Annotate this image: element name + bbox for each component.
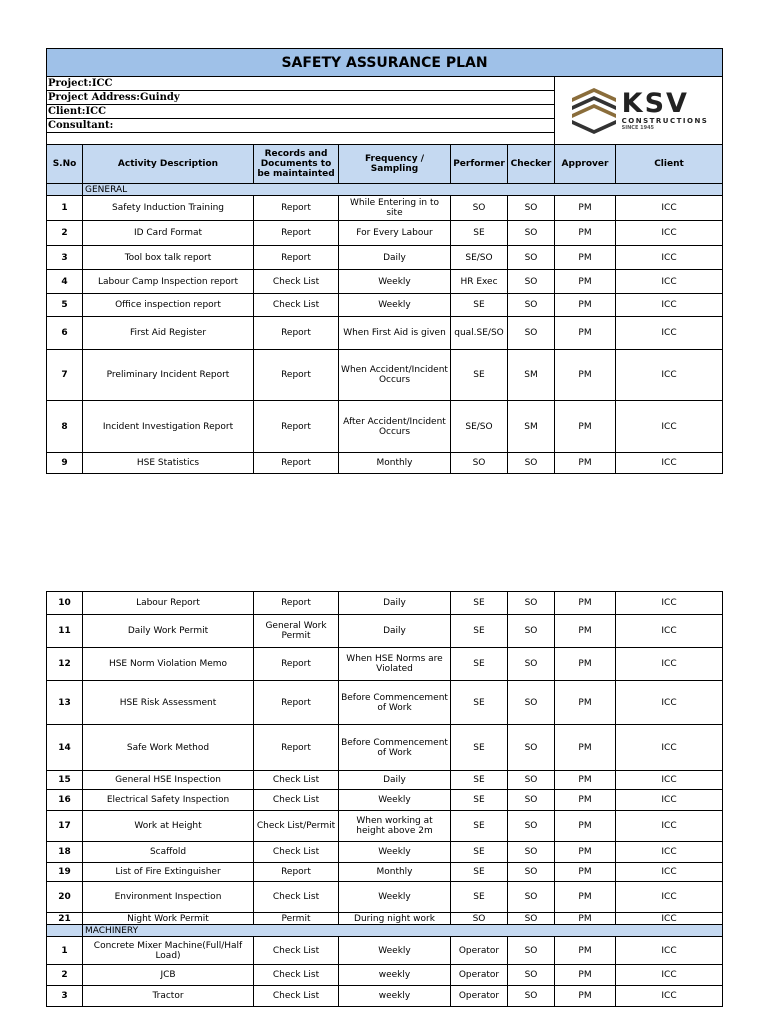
cell-sno: 1 <box>47 196 83 221</box>
cell-approver: PM <box>555 350 616 401</box>
cell-activity: HSE Risk Assessment <box>83 681 254 725</box>
cell-performer: Operator <box>451 965 508 986</box>
section-spacer <box>47 925 83 937</box>
cell-sno: 19 <box>47 863 83 882</box>
cell-records: Report <box>254 246 339 270</box>
cell-performer: SE <box>451 681 508 725</box>
cell-approver: PM <box>555 965 616 986</box>
cell-approver: PM <box>555 681 616 725</box>
table-row <box>47 401 723 453</box>
table-row <box>47 648 723 681</box>
cell-client: ICC <box>616 648 723 681</box>
cell-frequency: While Entering in to site <box>339 196 451 221</box>
cell-sno: 15 <box>47 771 83 790</box>
cell-performer: SE/SO <box>451 401 508 453</box>
cell-performer: HR Exec <box>451 270 508 294</box>
cell-checker: SM <box>508 350 555 401</box>
table-row <box>47 270 723 294</box>
cell-checker: SO <box>508 790 555 811</box>
cell-client: ICC <box>616 937 723 965</box>
cell-checker: SO <box>508 863 555 882</box>
cell-approver: PM <box>555 592 616 615</box>
table-row <box>47 592 723 615</box>
cell-records: Check List <box>254 986 339 1007</box>
cell-sno: 8 <box>47 401 83 453</box>
cell-checker: SO <box>508 317 555 350</box>
cell-frequency: During night work <box>339 913 451 925</box>
cell-frequency: When HSE Norms are Violated <box>339 648 451 681</box>
cell-frequency: Weekly <box>339 294 451 317</box>
project-client: Client:ICC <box>47 105 555 119</box>
col-header-client: Client <box>616 145 723 184</box>
cell-client: ICC <box>616 681 723 725</box>
cell-sno: 9 <box>47 453 83 474</box>
table-row <box>47 811 723 842</box>
cell-sno: 16 <box>47 790 83 811</box>
cell-approver: PM <box>555 913 616 925</box>
cell-client: ICC <box>616 270 723 294</box>
cell-sno: 3 <box>47 986 83 1007</box>
col-header-activity: Activity Description <box>83 145 254 184</box>
cell-records: Report <box>254 681 339 725</box>
safety-plan-table-2 <box>46 591 723 1007</box>
cell-sno: 1 <box>47 937 83 965</box>
cell-performer: Operator <box>451 986 508 1007</box>
cell-activity: Tractor <box>83 986 254 1007</box>
cell-client: ICC <box>616 615 723 648</box>
cell-records: Report <box>254 453 339 474</box>
cell-performer: SE <box>451 842 508 863</box>
col-header-sno: S.No <box>47 145 83 184</box>
section-general: GENERAL <box>83 184 723 196</box>
section-machinery: MACHINERY <box>83 925 723 937</box>
cell-checker: SO <box>508 965 555 986</box>
table-row <box>47 317 723 350</box>
cell-frequency: Monthly <box>339 863 451 882</box>
cell-records: Report <box>254 725 339 771</box>
cell-checker: SO <box>508 937 555 965</box>
cell-records: Report <box>254 648 339 681</box>
col-header-approver: Approver <box>555 145 616 184</box>
cell-checker: SO <box>508 986 555 1007</box>
cell-frequency: Weekly <box>339 790 451 811</box>
chevron-stack-icon <box>570 86 618 136</box>
cell-client: ICC <box>616 965 723 986</box>
col-header-checker: Checker <box>508 145 555 184</box>
logo-since: SINCE 1945 <box>621 125 655 131</box>
cell-sno: 12 <box>47 648 83 681</box>
cell-client: ICC <box>616 913 723 925</box>
project-name: Project:ICC <box>47 77 555 91</box>
cell-approver: PM <box>555 221 616 246</box>
cell-client: ICC <box>616 592 723 615</box>
cell-performer: SE <box>451 615 508 648</box>
cell-approver: PM <box>555 882 616 913</box>
cell-frequency: Weekly <box>339 270 451 294</box>
general-rows-continued <box>47 592 723 925</box>
cell-approver: PM <box>555 790 616 811</box>
cell-client: ICC <box>616 790 723 811</box>
cell-records: Check List <box>254 937 339 965</box>
cell-performer: SE <box>451 771 508 790</box>
cell-activity: Environment Inspection <box>83 882 254 913</box>
document-title: SAFETY ASSURANCE PLAN <box>47 49 723 77</box>
cell-activity: Work at Height <box>83 811 254 842</box>
cell-performer: SE <box>451 221 508 246</box>
cell-frequency: Weekly <box>339 937 451 965</box>
cell-activity: Safety Induction Training <box>83 196 254 221</box>
logo-subtitle: CONSTRUCTIONS <box>621 117 709 125</box>
cell-sno: 4 <box>47 270 83 294</box>
col-header-frequency: Frequency / Sampling <box>339 145 451 184</box>
cell-checker: SO <box>508 592 555 615</box>
table-row <box>47 615 723 648</box>
cell-performer: SO <box>451 453 508 474</box>
cell-sno: 7 <box>47 350 83 401</box>
cell-frequency: When Accident/Incident Occurs <box>339 350 451 401</box>
cell-records: Check List <box>254 790 339 811</box>
cell-activity: Office inspection report <box>83 294 254 317</box>
cell-frequency: Daily <box>339 246 451 270</box>
cell-frequency: When working at height above 2m <box>339 811 451 842</box>
cell-checker: SO <box>508 913 555 925</box>
cell-performer: SE <box>451 790 508 811</box>
cell-records: Check List/Permit <box>254 811 339 842</box>
cell-checker: SO <box>508 615 555 648</box>
cell-sno: 18 <box>47 842 83 863</box>
cell-approver: PM <box>555 453 616 474</box>
cell-records: General Work Permit <box>254 615 339 648</box>
table-row <box>47 882 723 913</box>
section-spacer <box>47 184 83 196</box>
cell-records: Report <box>254 350 339 401</box>
cell-records: Report <box>254 317 339 350</box>
cell-performer: SO <box>451 913 508 925</box>
cell-performer: SE <box>451 648 508 681</box>
cell-approver: PM <box>555 986 616 1007</box>
cell-client: ICC <box>616 401 723 453</box>
cell-client: ICC <box>616 294 723 317</box>
cell-activity: General HSE Inspection <box>83 771 254 790</box>
cell-approver: PM <box>555 937 616 965</box>
blank-info-row <box>47 133 555 145</box>
cell-activity: Labour Camp Inspection report <box>83 270 254 294</box>
cell-activity: Daily Work Permit <box>83 615 254 648</box>
cell-activity: Concrete Mixer Machine(Full/Half Load) <box>83 937 254 965</box>
cell-records: Report <box>254 221 339 246</box>
cell-performer: Operator <box>451 937 508 965</box>
cell-checker: SM <box>508 401 555 453</box>
table-row <box>47 725 723 771</box>
cell-performer: SE <box>451 882 508 913</box>
cell-sno: 10 <box>47 592 83 615</box>
cell-client: ICC <box>616 882 723 913</box>
table-row <box>47 986 723 1007</box>
cell-checker: SO <box>508 453 555 474</box>
column-header-row <box>47 145 723 184</box>
cell-activity: Preliminary Incident Report <box>83 350 254 401</box>
cell-activity: JCB <box>83 965 254 986</box>
col-header-performer: Performer <box>451 145 508 184</box>
machinery-rows <box>47 937 723 1007</box>
cell-sno: 21 <box>47 913 83 925</box>
company-logo <box>555 77 723 145</box>
project-address: Project Address:Guindy <box>47 91 555 105</box>
table-row <box>47 937 723 965</box>
cell-sno: 20 <box>47 882 83 913</box>
table-row <box>47 842 723 863</box>
cell-approver: PM <box>555 648 616 681</box>
cell-performer: SE <box>451 592 508 615</box>
cell-approver: PM <box>555 771 616 790</box>
cell-approver: PM <box>555 615 616 648</box>
cell-performer: SE <box>451 294 508 317</box>
cell-records: Check List <box>254 882 339 913</box>
cell-checker: SO <box>508 882 555 913</box>
cell-activity: HSE Norm Violation Memo <box>83 648 254 681</box>
cell-frequency: weekly <box>339 986 451 1007</box>
general-rows <box>47 196 723 474</box>
cell-client: ICC <box>616 725 723 771</box>
cell-sno: 11 <box>47 615 83 648</box>
cell-sno: 14 <box>47 725 83 771</box>
cell-records: Check List <box>254 294 339 317</box>
cell-checker: SO <box>508 270 555 294</box>
table-row <box>47 246 723 270</box>
logo-name: KSV <box>621 88 689 119</box>
cell-performer: qual.SE/SO <box>451 317 508 350</box>
cell-client: ICC <box>616 246 723 270</box>
cell-records: Report <box>254 863 339 882</box>
cell-activity: HSE Statistics <box>83 453 254 474</box>
cell-performer: SE <box>451 863 508 882</box>
cell-frequency: Daily <box>339 592 451 615</box>
cell-checker: SO <box>508 648 555 681</box>
cell-client: ICC <box>616 317 723 350</box>
cell-activity: Electrical Safety Inspection <box>83 790 254 811</box>
cell-sno: 17 <box>47 811 83 842</box>
cell-client: ICC <box>616 771 723 790</box>
cell-records: Report <box>254 592 339 615</box>
cell-performer: SO <box>451 196 508 221</box>
cell-checker: SO <box>508 196 555 221</box>
table-row <box>47 196 723 221</box>
cell-client: ICC <box>616 863 723 882</box>
cell-activity: Tool box talk report <box>83 246 254 270</box>
cell-activity: Safe Work Method <box>83 725 254 771</box>
table-row <box>47 453 723 474</box>
cell-approver: PM <box>555 317 616 350</box>
cell-client: ICC <box>616 986 723 1007</box>
cell-performer: SE/SO <box>451 246 508 270</box>
cell-frequency: Before Commencement of Work <box>339 725 451 771</box>
cell-frequency: When First Aid is given <box>339 317 451 350</box>
cell-records: Report <box>254 196 339 221</box>
cell-checker: SO <box>508 221 555 246</box>
cell-client: ICC <box>616 453 723 474</box>
cell-records: Check List <box>254 842 339 863</box>
cell-frequency: Weekly <box>339 842 451 863</box>
table-row <box>47 350 723 401</box>
cell-approver: PM <box>555 842 616 863</box>
col-header-records: Records and Documents to be maintainted <box>254 145 339 184</box>
cell-checker: SO <box>508 811 555 842</box>
cell-activity: List of Fire Extinguisher <box>83 863 254 882</box>
cell-sno: 2 <box>47 965 83 986</box>
cell-approver: PM <box>555 270 616 294</box>
cell-client: ICC <box>616 196 723 221</box>
cell-approver: PM <box>555 246 616 270</box>
cell-frequency: After Accident/Incident Occurs <box>339 401 451 453</box>
cell-records: Report <box>254 401 339 453</box>
cell-performer: SE <box>451 725 508 771</box>
cell-checker: SO <box>508 842 555 863</box>
cell-sno: 3 <box>47 246 83 270</box>
cell-frequency: Before Commencement of Work <box>339 681 451 725</box>
cell-client: ICC <box>616 811 723 842</box>
cell-records: Check List <box>254 270 339 294</box>
cell-checker: SO <box>508 294 555 317</box>
cell-client: ICC <box>616 842 723 863</box>
cell-approver: PM <box>555 725 616 771</box>
cell-records: Check List <box>254 965 339 986</box>
cell-approver: PM <box>555 811 616 842</box>
cell-activity: Scaffold <box>83 842 254 863</box>
cell-sno: 5 <box>47 294 83 317</box>
cell-sno: 2 <box>47 221 83 246</box>
cell-frequency: For Every Labour <box>339 221 451 246</box>
cell-approver: PM <box>555 196 616 221</box>
cell-frequency: weekly <box>339 965 451 986</box>
table-row <box>47 863 723 882</box>
cell-records: Permit <box>254 913 339 925</box>
table-row <box>47 221 723 246</box>
cell-activity: Incident Investigation Report <box>83 401 254 453</box>
cell-frequency: Monthly <box>339 453 451 474</box>
cell-client: ICC <box>616 221 723 246</box>
cell-sno: 13 <box>47 681 83 725</box>
table-row <box>47 790 723 811</box>
cell-frequency: Weekly <box>339 882 451 913</box>
table-row <box>47 771 723 790</box>
cell-approver: PM <box>555 401 616 453</box>
project-consultant: Consultant: <box>47 119 555 133</box>
table-row <box>47 681 723 725</box>
table-row <box>47 294 723 317</box>
cell-sno: 6 <box>47 317 83 350</box>
cell-checker: SO <box>508 725 555 771</box>
cell-approver: PM <box>555 294 616 317</box>
cell-records: Check List <box>254 771 339 790</box>
cell-activity: Labour Report <box>83 592 254 615</box>
cell-checker: SO <box>508 681 555 725</box>
cell-frequency: Daily <box>339 771 451 790</box>
cell-activity: First Aid Register <box>83 317 254 350</box>
cell-approver: PM <box>555 863 616 882</box>
cell-checker: SO <box>508 246 555 270</box>
cell-performer: SE <box>451 811 508 842</box>
cell-activity: ID Card Format <box>83 221 254 246</box>
table-row <box>47 965 723 986</box>
cell-activity: Night Work Permit <box>83 913 254 925</box>
cell-frequency: Daily <box>339 615 451 648</box>
cell-performer: SE <box>451 350 508 401</box>
table-row <box>47 913 723 925</box>
cell-checker: SO <box>508 771 555 790</box>
safety-plan-table-1 <box>46 48 723 474</box>
cell-client: ICC <box>616 350 723 401</box>
